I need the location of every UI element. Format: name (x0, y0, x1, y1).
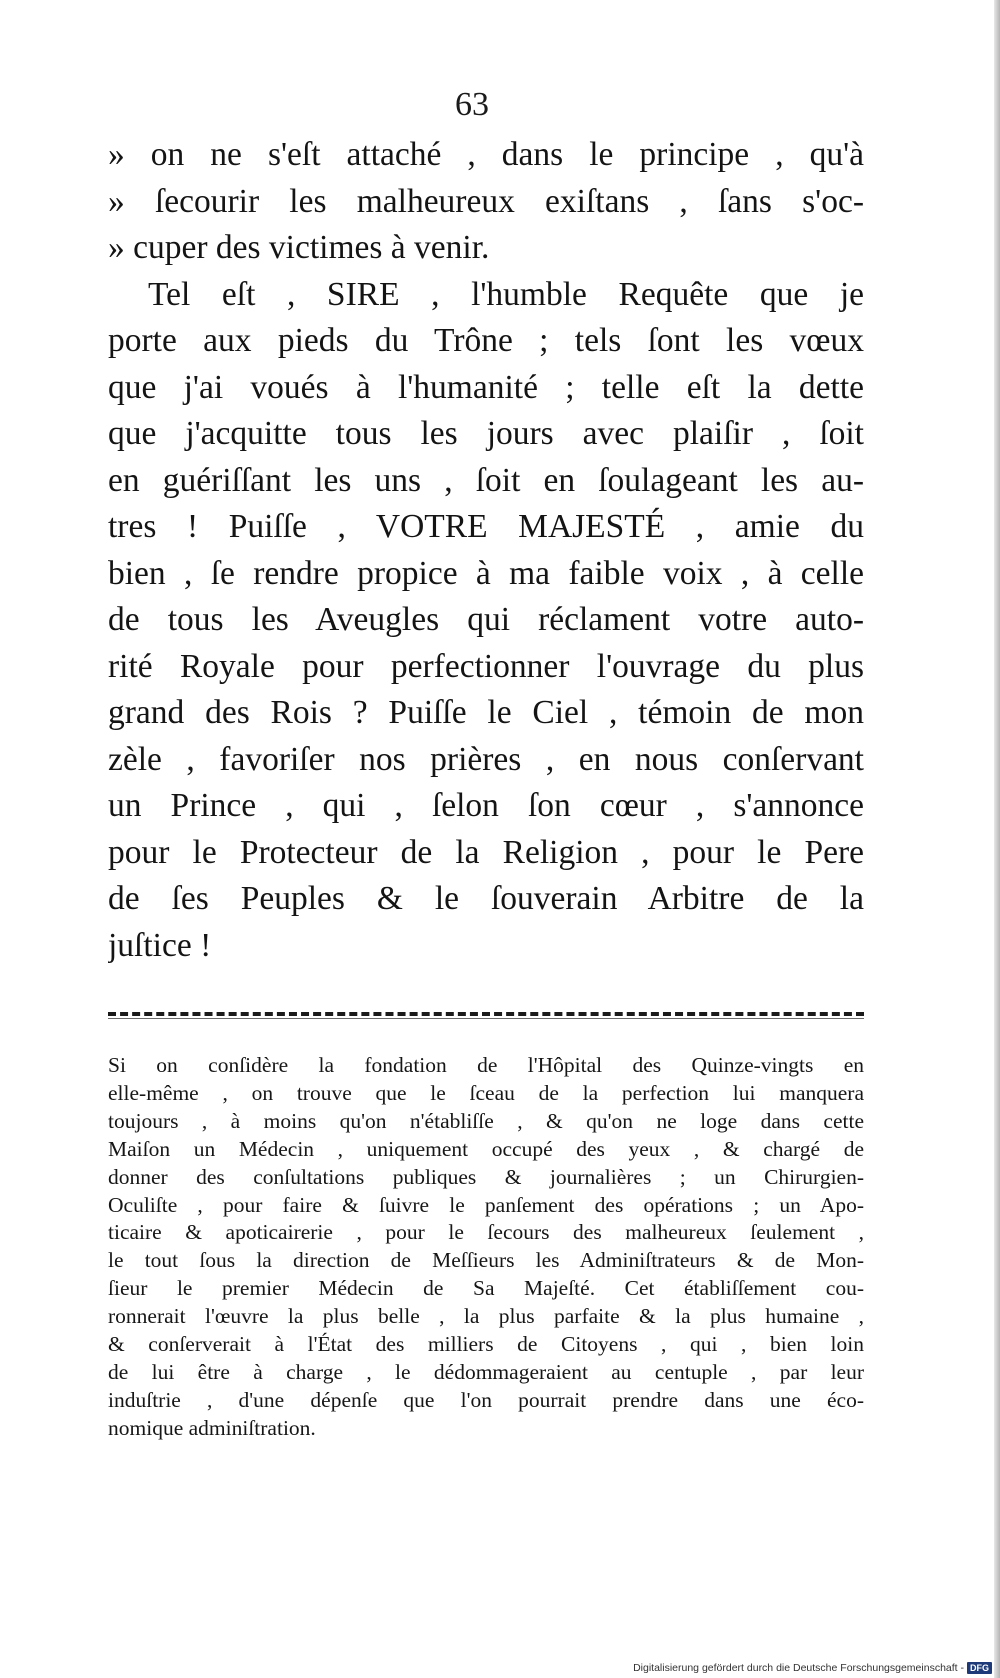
page-number: 63 (455, 86, 489, 123)
text-line: » ſecourir les malheureux exiſtans , ſans s'oc- (108, 182, 864, 220)
text-line: rité Royale pour perfectionner l'ouvrage du plus (108, 647, 864, 685)
text-line: grand des Rois ? Puiſſe le Ciel , témoin de mon (108, 694, 864, 731)
text-line: juſtice ! (108, 926, 212, 964)
footnote-line: le tout ſous la direction de Meſſieurs les Adminiſtrateurs & de Mon- (108, 1248, 864, 1273)
footnote-line: de lui être à charge , le dédommageraient au centuple , par leur (108, 1359, 864, 1384)
digitization-footer (633, 1662, 992, 1674)
text-line: en guériſſant les uns , ſoit en ſoulageant les au- (108, 461, 864, 499)
footnote-line: Oculiſte , pour faire & ſuivre le panſement des opérations ; un Apo- (108, 1192, 864, 1217)
page-edge-shadow (994, 0, 1000, 1678)
dfg-logo-icon: DFG (967, 1662, 992, 1674)
text-line: porte aux pieds du Trône ; tels ſont les vœux (108, 322, 864, 359)
text-line: de tous les Aveugles qui réclament votre auto- (108, 601, 864, 638)
text-line: que j'ai voués à l'humanité ; telle eſt la dette (108, 368, 864, 406)
text-line: » on ne s'eſt attaché , dans le principe , qu'à (108, 136, 864, 173)
text-line: que j'acquitte tous les jours avec plaiſir , ſoit (108, 415, 864, 452)
text-line: pour le Protecteur de la Religion , pour le Pere (108, 833, 864, 871)
footnote-separator-rule (108, 1012, 864, 1016)
text-line: tres ! Puiſſe , VOTRE MAJESTÉ , amie du (108, 508, 864, 545)
footnote-line: nomique adminiſtration. (108, 1415, 316, 1440)
text-line: un Prince , qui , ſelon ſon cœur , s'annonce (108, 787, 864, 824)
text-line: zèle , favoriſer nos prières , en nous conſervant (108, 740, 864, 778)
text-line: de ſes Peuples & le ſouverain Arbitre de la (108, 880, 864, 917)
footnote-block (108, 1052, 864, 1443)
digitization-credit: Digitalisierung gefördert durch die Deutsche Forschungsgemeinschaft - (633, 1662, 964, 1674)
footnote-line: ronnerait l'œuvre la plus belle , la plus parfaite & la plus humaine , (108, 1304, 864, 1329)
footnote-line: & conſerverait à l'État des milliers de Citoyens , qui , bien loin (108, 1332, 864, 1357)
footnote-line: toujours , à moins qu'on n'établiſſe , & qu'on ne loge dans cette (108, 1108, 864, 1133)
footnote-line: ſieur le premier Médecin de Sa Majeſté. Cet établiſſement cou- (108, 1276, 864, 1301)
footnote-line: Maiſon un Médecin , uniquement occupé des yeux , & chargé de (108, 1136, 864, 1161)
footnote-line: elle-même , on trouve que le ſceau de la perfection lui manquera (108, 1080, 864, 1105)
footnote-line: donner des conſultations publiques & journalières ; un Chirurgien- (108, 1164, 864, 1189)
footnote-line: ticaire & apoticairerie , pour le ſecours des malheureux ſeulement , (108, 1220, 864, 1245)
footnote-line: Si on conſidère la fondation de l'Hôpital des Quinze-vingts en (108, 1053, 864, 1077)
text-line: Tel eſt , SIRE , l'humble Requête que je (148, 275, 864, 313)
text-line: bien , ſe rendre propice à ma faible voix , à celle (108, 554, 864, 592)
text-line: » cuper des victimes à venir. (108, 229, 490, 266)
main-text-block (108, 132, 864, 969)
footnote-separator-underline (108, 1018, 864, 1019)
footnote-line: induſtrie , d'une dépenſe que l'on pourrait prendre dans une éco- (108, 1387, 864, 1412)
